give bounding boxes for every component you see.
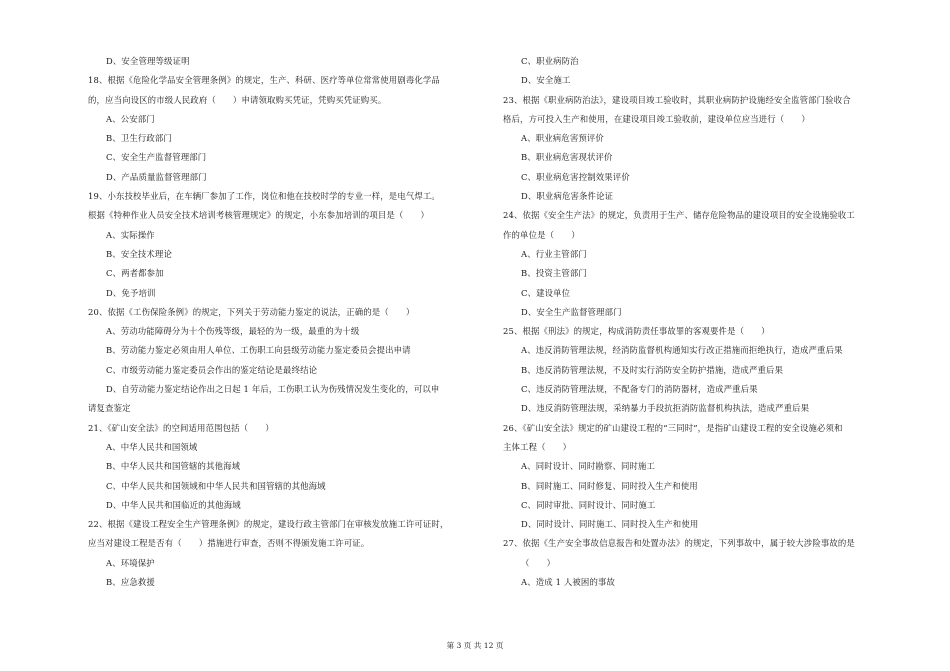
question-text: 主体工程（ ） [503,441,572,452]
answer-option: A、环境保护 [106,557,155,568]
answer-option: B、安全技术理论 [106,248,172,259]
answer-option: D、免予培训 [106,287,156,298]
answer-option: C、职业病防治 [521,56,579,66]
answer-option: A、同时设计、同时勘察、同时施工 [521,461,656,472]
question-text: 27、依据《生产安全事故信息报告和处置办法》的规定，下列事故中，属于较大涉险事故的是 [503,538,855,549]
answer-option: C、两者都参加 [106,268,164,279]
answer-option: D、同时设计、同时施工、同时投入生产和使用 [521,519,699,530]
answer-option: B、投资主管部门 [521,268,587,279]
answer-option: D、职业病危害条件论证 [521,191,614,202]
answer-option: D、安全施工 [521,75,571,86]
answer-option: B、职业病危害现状评价 [521,152,613,163]
answer-option: B、劳动能力鉴定必须由用人单位、工伤职工向县级劳动能力鉴定委员会提出申请 [106,345,411,356]
answer-option: D、安全生产监督管理部门 [521,306,622,317]
answer-option: B、中华人民共和国管辖的其他海域 [106,461,241,472]
answer-option: D、产品质量监督管理部门 [106,171,207,182]
answer-option: C、安全生产监督管理部门 [106,152,207,163]
question-text: 20、依据《工伤保险条例》的规定，下列关于劳动能力鉴定的说法，正确的是（ ） [88,306,415,317]
answer-option: B、卫生行政部门 [106,133,172,144]
answer-option: C、同时审批、同时设计、同时施工 [521,499,656,510]
answer-option: C、市级劳动能力鉴定委员会作出的鉴定结论是最终结论 [106,364,318,375]
page-number: 第 3 页 共 12 页 [446,641,504,650]
answer-option: A、实际操作 [106,229,155,240]
answer-option: （ ） [521,557,556,568]
question-text: 26、《矿山安全法》规定的矿山建设工程的“三同时”，是指矿山建设工程的安全设施必须和 [503,422,843,433]
question-text: 请复查鉴定 [88,403,131,414]
answer-option: A、劳动功能障碍分为十个伤残等级，最轻的为一级，最重的为十级 [106,326,360,337]
answer-option: C、职业病危害控制效果评价 [521,171,630,182]
answer-option: D、违反消防管理法规，采纳暴力手段抗拒消防监督机构执法，造成严重后果 [521,403,810,414]
question-text: 格后，方可投入生产和使用，在建设项目竣工验收前，建设单位应当进行（ ） [503,113,810,124]
question-text: 22、根据《建设工程安全生产管理条例》的规定，建设行政主管部门在审核发放施工许可证时， [88,519,449,530]
answer-option: A、造成 1 人被困的事故 [521,577,616,588]
question-text: 21、《矿山安全法》的空间适用范围包括（ ） [88,422,274,433]
answer-option: C、中华人民共和国领域和中华人民共和国管辖的其他海域 [106,480,326,491]
answer-option: C、建设单位 [521,287,571,298]
question-text: 23、根据《职业病防治法》，建设项目竣工验收时，其职业病防护设施经安全监管部门验收合 [503,94,851,105]
question-text: 作的单位是（ ） [503,229,580,240]
answer-option: D、自劳动能力鉴定结论作出之日起 1 年后，工伤职工认为伤残情况发生变化的，可以申 [106,384,440,395]
answer-option: D、安全管理等级证明 [106,56,190,66]
question-text: 25、根据《刑法》的规定，构成消防责任事故罪的客观要件是（ ） [503,326,770,337]
question-text: 18、根据《危险化学品安全管理条例》的规定，生产、科研、医疗等单位常常使用剧毒化学品 [88,75,440,86]
left-column [88,52,493,592]
answer-option: B、同时施工、同时修复、同时投入生产和使用 [521,480,698,491]
question-text: 的，应当向设区的市级人民政府（ ）申请领取购买凭证，凭购买凭证购买。 [88,94,387,105]
answer-option: A、违反消防管理法规，经消防监督机构通知实行改正措施而拒绝执行，造成严重后果 [521,345,843,356]
question-text: 19、小东技校毕业后，在车辆厂参加了工作，岗位和他在技校时学的专业一样，是电气焊工。 [88,191,440,202]
answer-option: A、公安部门 [106,113,155,124]
question-text: 根据《特种作业人员安全技术培训考核管理规定》的规定，小东参加培训的项目是（ ） [88,210,429,221]
answer-option: D、中华人民共和国临近的其他海域 [106,499,241,510]
answer-option: B、应急救援 [106,577,155,588]
answer-option: A、职业病危害预评价 [521,133,604,144]
answer-option: A、中华人民共和国领域 [106,441,198,452]
answer-option: C、违反消防管理法规，不配备专门的消防器材，造成严重后果 [521,384,758,395]
answer-option: B、违反消防管理法规，不及时实行消防安全防护措施，造成严重后果 [521,364,784,375]
answer-option: A、行业主管部门 [521,248,587,259]
question-text: 应当对建设工程是否有（ ）措施进行审查，否则不得颁发施工许可证。 [88,538,370,549]
question-text: 24、依据《安全生产法》的规定，负责用于生产、储存危险物品的建设项目的安全设施验收工 [503,210,855,221]
right-column [503,52,903,592]
